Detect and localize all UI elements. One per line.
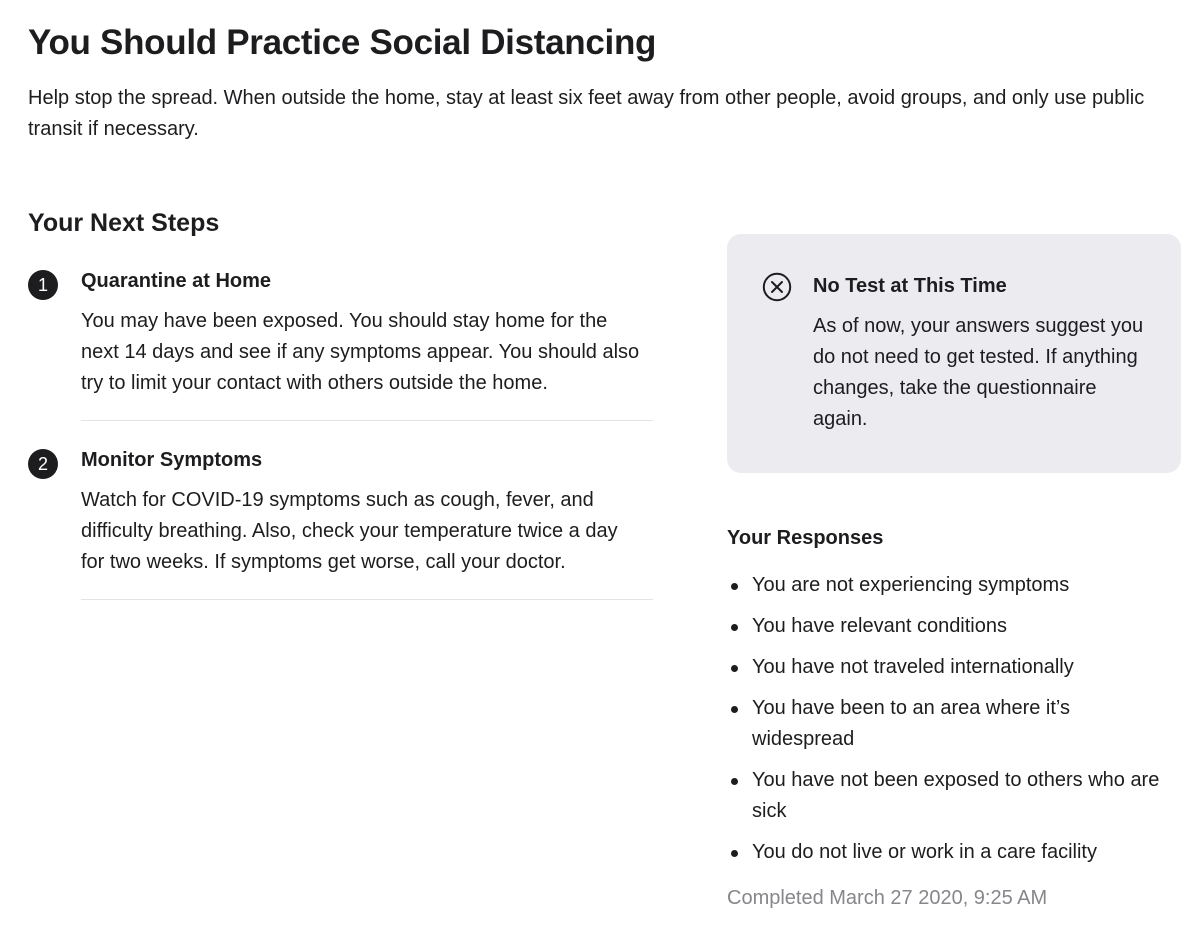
x-circle-icon: [762, 272, 792, 302]
response-text: You have not been exposed to others who are sick: [752, 769, 1160, 822]
next-steps-list: [28, 266, 653, 600]
step-monitor-symptoms: [28, 445, 653, 600]
bullet-icon: [731, 583, 738, 590]
list-item: [727, 652, 1177, 683]
page-title: You Should Practice Social Distancing: [28, 23, 657, 62]
response-text: You are not experiencing symptoms: [752, 574, 1070, 596]
list-item: [727, 837, 1177, 868]
step-description: Watch for COVID-19 symptoms such as cough, fever, and difficulty breathing. Also, check your temperature twice a day for two weeks. If symptoms get worse, call your doctor.: [81, 489, 618, 573]
intro-text: Help stop the spread. When outside the home, stay at least six feet away from other people, avoid groups, and only use public transit if necessary.: [28, 87, 1145, 140]
completion-timestamp: Completed March 27 2020, 9:25 AM: [727, 887, 1048, 909]
bullet-icon: [731, 778, 738, 785]
list-item: [727, 611, 1177, 642]
step-description: You may have been exposed. You should stay home for the next 14 days and see if any symptoms appear. You should also try to limit your contact with others outside the home.: [81, 310, 640, 394]
bullet-icon: [731, 850, 738, 857]
responses-heading: Your Responses: [727, 527, 884, 549]
step-title: Monitor Symptoms: [81, 449, 263, 471]
step-number-badge: 2: [28, 449, 58, 479]
bullet-icon: [731, 624, 738, 631]
test-status-description: As of now, your answers suggest you do not need to get tested. If anything changes, take the questionnaire again.: [813, 315, 1144, 430]
list-item: [727, 570, 1177, 601]
step-quarantine: [28, 266, 653, 421]
test-status-title: No Test at This Time: [813, 275, 1007, 297]
test-status-card: [727, 234, 1181, 473]
response-text: You have not traveled internationally: [752, 656, 1074, 678]
response-text: You have been to an area where it’s widespread: [752, 697, 1071, 750]
next-steps-heading: Your Next Steps: [28, 209, 220, 237]
divider: [81, 599, 653, 600]
step-number-badge: 1: [28, 270, 58, 300]
response-text: You have relevant conditions: [752, 615, 1007, 637]
responses-list: [727, 570, 1177, 868]
list-item: [727, 765, 1177, 827]
divider: [81, 420, 653, 421]
list-item: [727, 693, 1177, 755]
step-title: Quarantine at Home: [81, 270, 272, 292]
bullet-icon: [731, 706, 738, 713]
response-text: You do not live or work in a care facility: [752, 841, 1097, 863]
bullet-icon: [731, 665, 738, 672]
